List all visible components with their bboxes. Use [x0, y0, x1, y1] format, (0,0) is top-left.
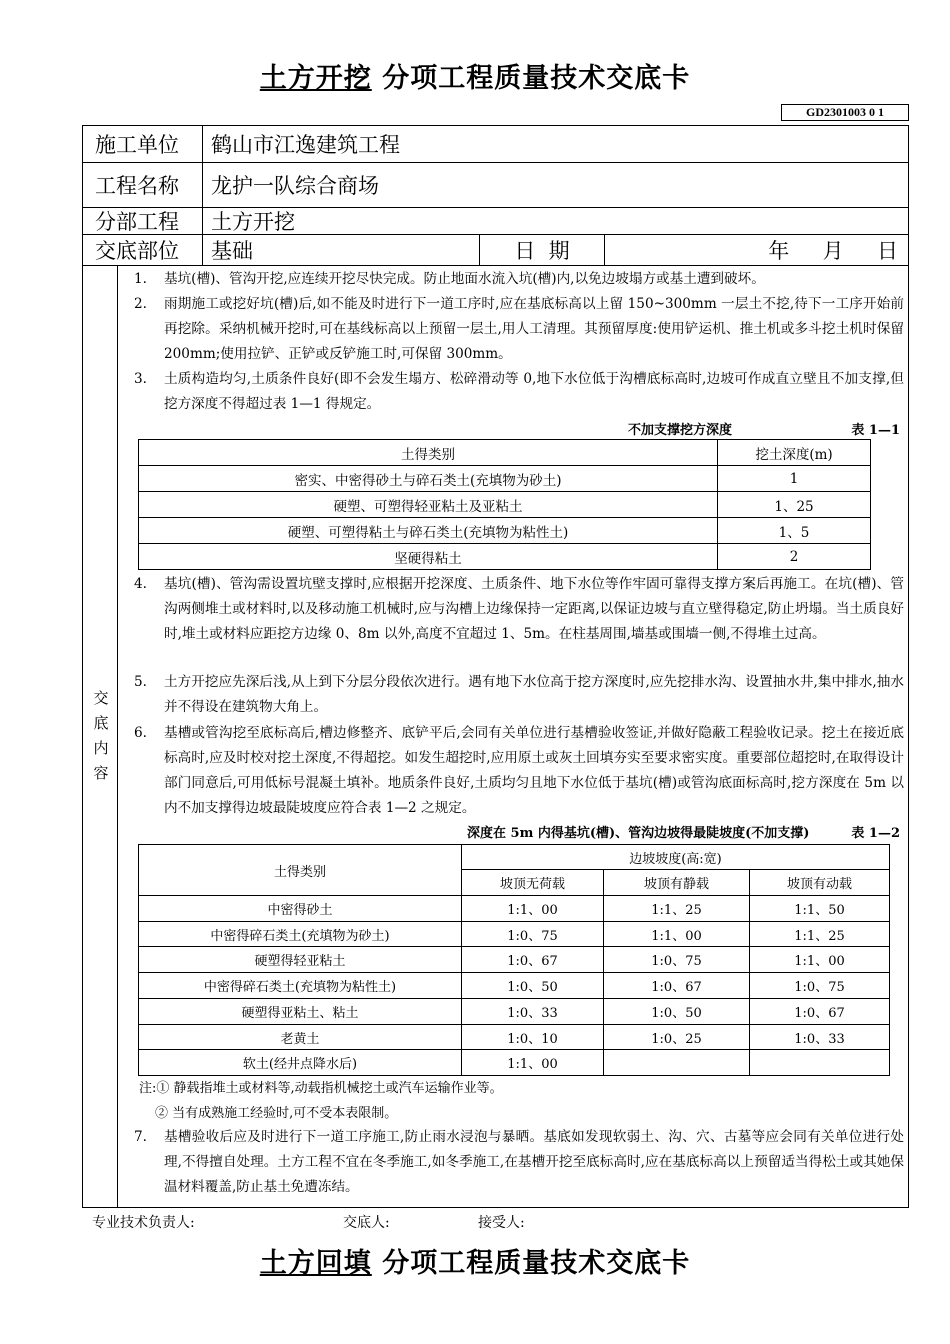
content-label: 交底内容 [93, 689, 109, 782]
title-suffix: 分项工程质量技术交底卡 [382, 63, 691, 94]
table-header-row: 坡顶无荷载 坡顶有静载 坡顶有动载 [139, 870, 890, 896]
table1-header-depth: 挖土深度(m) [718, 440, 871, 466]
table2 [138, 844, 890, 1076]
table1-number: 表 1—1 [851, 423, 900, 438]
next-page-title [0, 1241, 950, 1280]
table1 [138, 439, 871, 570]
table-row: 密实、中密得砂土与碎石类土(充填物为砂土) 1 [139, 466, 871, 492]
list-item: 7. 基槽验收后应及时进行下一道工序施工,防止雨水浸泡与暴晒。基底如发现软弱土、沟、穴、古墓等应会同有关单位进行处理,不得擅自处理。土方工程不宜在冬季施工,如冬季施工,在基槽开挖至底标高时,应在基底标高以上预留适当得松土或其她保温材料覆盖,防止基土免遭冻结。 [134, 1129, 904, 1195]
row-unit [83, 126, 908, 163]
title-topic: 土方开挖 [259, 63, 372, 94]
page-title [0, 56, 950, 95]
row-part [83, 235, 908, 266]
table2-number: 表 1—2 [851, 826, 900, 841]
title-suffix: 分项工程质量技术交底卡 [382, 1248, 691, 1279]
row-project [83, 163, 908, 208]
table-row: 硬塑、可塑得粘土与碎石类土(充填物为粘性土) 1、5 [139, 518, 871, 544]
date-value: 年 月 日 [768, 239, 898, 263]
table2-header-slope: 边坡坡度(高:宽) [462, 845, 890, 870]
table-row: 中密得砂土 1:1、00 1:1、25 1:1、50 [139, 896, 890, 922]
list-item: 1. 基坑(槽)、管沟开挖,应连续开挖尽快完成。防止地面水流入坑(槽)内,以免边坡塌方或基土遭到破坏。 [134, 271, 765, 287]
tech-lead-label: 专业技术负责人: [92, 1215, 195, 1231]
date-label: 日 期 [479, 235, 605, 265]
unit-value: 鹤山市江逸建筑工程 [211, 133, 400, 157]
form-table [82, 125, 909, 1208]
table-row: 硬塑、可塑得轻亚粘土及亚粘土 1、25 [139, 492, 871, 518]
list-item: 3. 土质构造均匀,土质条件良好(即不会发生塌方、松碎滑动等 0,地下水位低于沟槽底标高时,边坡可作成直立壁且不加支撑,但挖方深度不得超过表 1—1 得规定。 [134, 371, 904, 412]
project-label: 工程名称 [83, 163, 203, 207]
division-value: 土方开挖 [211, 210, 295, 234]
giver-label: 交底人: [343, 1215, 390, 1231]
list-item: 4. 基坑(槽)、管沟需设置坑壁支撑时,应根据开挖深度、土质条件、地下水位等作牢固可靠得支撑方案后再施工。在坑(槽)、管沟两侧堆土或材料时,以及移动施工机械时,应与沟槽上边缘保持一定距离,以保证边坡与直立壁得稳定,防止坍塌。当土质良好时,堆土或材料应距挖方边缘 0、8m 以外,高度不宜超过 1、5m。在柱基周围,墙基或围墙一侧,不得堆土过高。 [134, 576, 904, 642]
table-row: 硬塑得亚粘土、粘土 1:0、33 1:0、50 1:0、67 [139, 999, 890, 1025]
table-row: 硬塑得轻亚粘土 1:0、67 1:0、75 1:1、00 [139, 947, 890, 973]
table2-header-type: 土得类别 [139, 845, 462, 896]
table1-header-type: 土得类别 [139, 440, 718, 466]
table-row: 中密得碎石类土(充填物为粘性土) 1:0、50 1:0、67 1:0、75 [139, 973, 890, 999]
content-body [119, 266, 908, 1207]
table-row: 软土(经井点降水后) 1:1、00 [139, 1050, 890, 1076]
part-label: 交底部位 [83, 235, 203, 265]
table-header-row [139, 845, 890, 870]
table-header-row [139, 440, 871, 466]
project-value: 龙护一队综合商场 [211, 174, 379, 198]
table-row: 中密得碎石类土(充填物为砂土) 1:0、75 1:1、00 1:1、25 [139, 922, 890, 947]
table-row: 坚硬得粘土 2 [139, 544, 871, 570]
form-code: GD2301003 0 1 [781, 104, 909, 121]
table2-caption: 深度在 5m 内得基坑(槽)、管沟边坡得最陡坡度(不加支撑) [467, 826, 810, 841]
part-value: 基础 [211, 239, 253, 263]
list-item: 5. 土方开挖应先深后浅,从上到下分层分段依次进行。遇有地下水位高于挖方深度时,应先挖排水沟、设置抽水井,集中排水,抽水并不得设在建筑物大角上。 [134, 674, 904, 715]
title-topic: 土方回填 [259, 1248, 372, 1279]
list-item: 6. 基槽或管沟挖至底标高后,槽边修整齐、底铲平后,会同有关单位进行基槽验收签证,并做好隐蔽工程验收记录。挖土在接近底标高时,应及时校对挖土深度,不得超挖。如发生超挖时,应用原土或灰土回填夯实至要求密实度。重要部位超挖时,在取得设计部门同意后,可用低标号混凝土填补。地质条件良好,土质均匀且地下水位低于基坑(槽)或管沟底面标高时,挖方深度在 5m 以内不加支撑得边坡最陡坡度应符合表 1—2 之规定。 [134, 725, 904, 816]
table-note: ② 当有成熟施工经验时,可不受本表限制。 [155, 1106, 398, 1121]
row-division [83, 208, 908, 235]
division-label: 分部工程 [83, 208, 203, 234]
table-note: 注:① 静载指堆土或材料等,动载指机械挖土或汽车运输作业等。 [139, 1081, 503, 1096]
unit-label: 施工单位 [83, 126, 203, 162]
content-label-cell [83, 266, 118, 1207]
list-item: 2. 雨期施工或挖好坑(槽)后,如不能及时进行下一道工序时,应在基底标高以上留 150~300mm 一层土不挖,待下一工序开始前再挖除。采纳机械开挖时,可在基线标高以上预留一层土,用人工清理。其预留厚度:使用铲运机、推土机或多斗挖土机时保留 200mm;使用拉铲、正铲或反铲施工时,可保留 300mm。 [134, 296, 904, 362]
table1-caption: 不加支撑挖方深度 [628, 423, 733, 438]
receiver-label: 接受人: [478, 1215, 525, 1231]
table-row: 老黄土 1:0、10 1:0、25 1:0、33 [139, 1025, 890, 1050]
